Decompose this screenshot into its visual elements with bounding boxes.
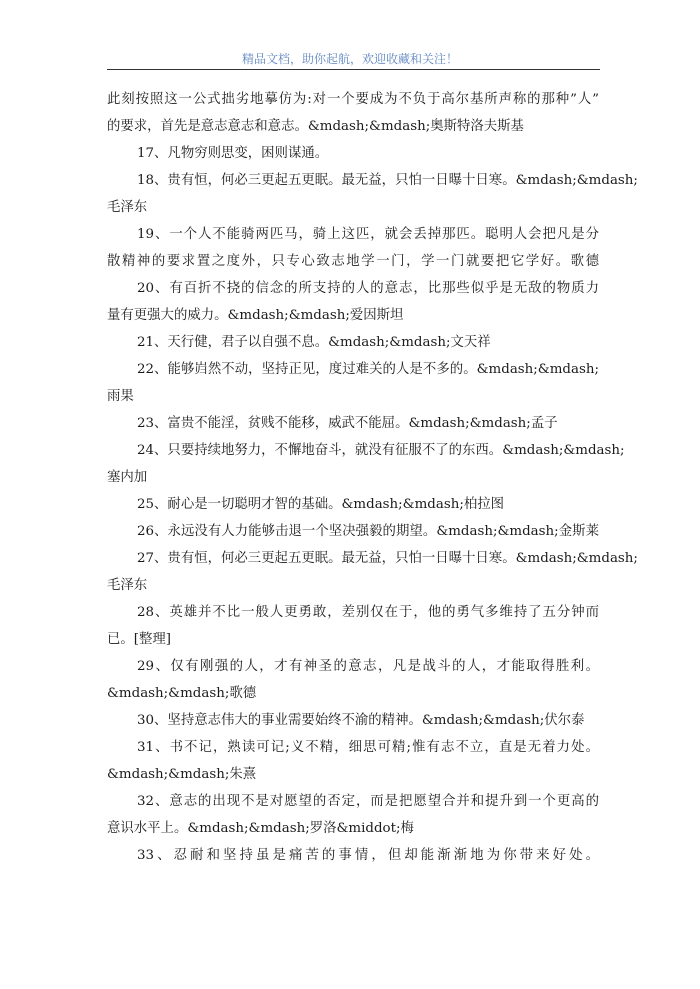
page-header: 精品文档，助你起航，欢迎收藏和关注！ xyxy=(241,52,458,66)
text-line: &mdash;&mdash;歌德 xyxy=(107,686,257,701)
text-line: 毛泽东 xyxy=(107,578,148,593)
header-divider xyxy=(107,69,600,70)
text-line: 24、只要持续地努力，不懈地奋斗，就没有征服不了的东西。&mdash;&mdash; xyxy=(137,443,625,458)
text-line: 21、天行健，君子以自强不息。&mdash;&mdash;文天祥 xyxy=(137,335,491,350)
text-line: 塞内加 xyxy=(107,470,148,485)
text-line: 毛泽东 xyxy=(107,200,148,215)
text-line: 量有更强大的威力。&mdash;&mdash;爱因斯坦 xyxy=(107,308,404,323)
text-line: 20、有百折不挠的信念的所支持的人的意志，比那些似乎是无敌的物质力 xyxy=(137,281,599,296)
text-line: 27、贵有恒，何必三更起五更眠。最无益，只怕一日曝十日寒。&mdash;&mdash; xyxy=(137,551,638,566)
text-line: 雨果 xyxy=(107,389,134,404)
text-line: 23、富贵不能淫，贫贱不能移，威武不能屈。&mdash;&mdash;孟子 xyxy=(137,416,558,431)
text-line: 意识水平上。&mdash;&mdash;罗洛&middot;梅 xyxy=(107,821,414,836)
text-line: 25、耐心是一切聪明才智的基础。&mdash;&mdash;柏拉图 xyxy=(137,497,505,512)
text-line: 此刻按照这一公式拙劣地摹仿为:对一个要成为不负于高尔基所声称的那种”人” xyxy=(107,92,599,107)
text-line: 已。[整理] xyxy=(107,632,172,647)
text-line: 32、意志的出现不是对愿望的否定，而是把愿望合并和提升到一个更高的 xyxy=(137,794,599,809)
text-line: 22、能够岿然不动，坚持正见，度过难关的人是不多的。&mdash;&mdash; xyxy=(137,362,599,377)
text-line: 26、永远没有人力能够击退一个坚决强毅的期望。&mdash;&mdash;金斯莱 xyxy=(137,524,599,539)
text-line: 33、忍耐和坚持虽是痛苦的事情，但却能渐渐地为你带来好处。 xyxy=(137,848,599,863)
text-line: 17、凡物穷则思变，困则谋通。 xyxy=(137,146,329,161)
document-body xyxy=(107,86,638,869)
text-line: 19、一个人不能骑两匹马，骑上这匹，就会丢掉那匹。聪明人会把凡是分 xyxy=(137,227,599,242)
text-line: 18、贵有恒，何必三更起五更眠。最无益，只怕一日曝十日寒。&mdash;&mdash; xyxy=(137,173,638,188)
text-line: &mdash;&mdash;朱熹 xyxy=(107,767,257,782)
text-line: 的要求，首先是意志意志和意志。&mdash;&mdash;奥斯特洛夫斯基 xyxy=(107,119,524,134)
text-line: 28、英雄并不比一般人更勇敢，差别仅在于，他的勇气多维持了五分钟而 xyxy=(137,605,599,620)
text-line: 30、坚持意志伟大的事业需要始终不渝的精神。&mdash;&mdash;伏尔泰 xyxy=(137,713,585,728)
text-line: 29、仅有刚强的人，才有神圣的意志，凡是战斗的人，才能取得胜利。 xyxy=(137,659,599,674)
text-line: 31、书不记，熟读可记;义不精，细思可精;惟有志不立，直是无着力处。 xyxy=(137,740,599,755)
text-line: 散精神的要求置之度外，只专心致志地学一门，学一门就要把它学好。歌德 xyxy=(107,254,599,269)
